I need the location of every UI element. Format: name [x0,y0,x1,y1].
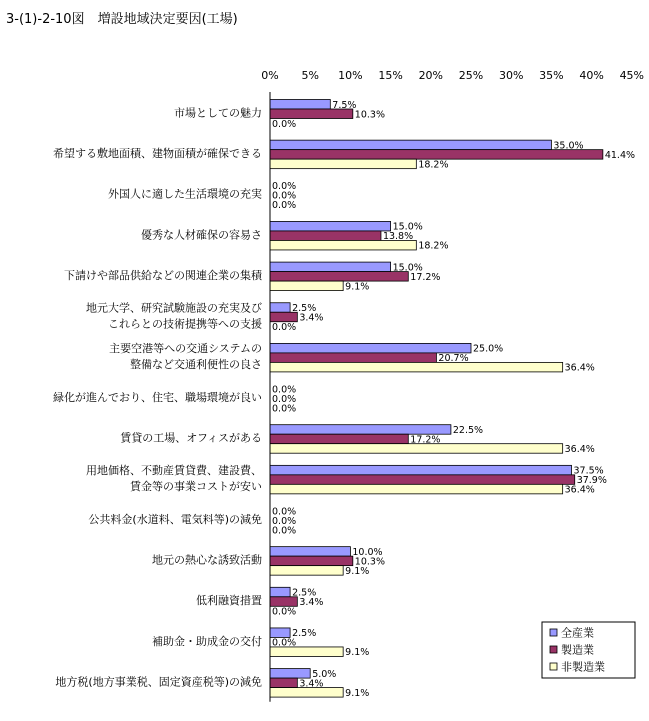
bar-manufacturing [270,272,408,282]
category-label [152,552,262,566]
legend-swatch [550,629,557,636]
data-label: 25.0% [473,343,504,355]
bar-all-industries [270,628,290,638]
data-label: 36.4% [564,362,595,374]
data-label: 0.0% [272,190,297,202]
category-label [64,268,263,282]
data-label: 18.2% [418,240,449,252]
data-label: 9.1% [345,647,370,659]
x-tick-label: 35% [539,69,564,82]
bar-all-industries [270,343,471,353]
bar-non-manufacturing [270,159,416,169]
category-label-line: 低利融資措置 [196,594,262,608]
data-label: 20.7% [438,353,469,365]
data-label: 9.1% [345,565,370,577]
data-label: 41.4% [604,149,636,161]
category-label [86,301,262,331]
category-label-line: 補助金・助成金の交付 [152,634,262,648]
x-axis-ticks [261,69,644,82]
bar-manufacturing [270,434,408,444]
bar-all-industries [270,100,330,110]
category-label [88,512,262,526]
category-label-line: 地方税(地方事業税、固定資産税等)の減免 [55,675,262,689]
category-labels [53,105,263,688]
category-label-line: 主要空港等への交通システムの [109,342,262,356]
category-label-line: 地元の熱心な誘致活動 [152,553,262,567]
data-label: 17.2% [410,434,441,446]
x-tick-label: 40% [579,69,604,82]
bar-manufacturing [270,353,436,363]
bar-all-industries [270,303,290,313]
category-label [53,146,262,160]
bar-all-industries [270,140,551,150]
data-label: 15.0% [392,221,423,233]
bar-all-industries [270,262,391,272]
data-label: 15.0% [392,262,423,274]
data-label: 3.4% [299,678,324,690]
x-tick-label: 10% [338,69,363,82]
category-label [86,463,262,493]
data-label: 5.0% [312,668,337,680]
figure-title: 3-(1)-2-10図 増設地域決定要因(工場) [6,12,238,27]
category-label [141,227,262,241]
legend-label: 非製造業 [561,660,605,674]
legend-label: 製造業 [561,643,594,657]
data-label: 10.3% [354,109,385,121]
data-label: 36.4% [564,484,595,496]
data-label: 0.0% [272,506,297,518]
category-label [53,390,262,404]
data-label: 17.2% [410,271,441,283]
category-label-line: 賃金等の事業コストが安い [130,480,262,494]
data-label: 0.0% [272,181,297,193]
category-label-line: 地元大学、研究試験施設の充実及び [86,301,262,315]
data-label: 0.0% [272,393,297,405]
bar-all-industries [270,425,451,435]
category-label-line: 緑化が進んでおり、住宅、職場環境が良い [53,390,262,404]
data-label: 2.5% [292,303,317,314]
category-label-line: 整備など交通利便性の良さ [130,358,262,372]
x-tick-label: 25% [458,69,484,82]
bar-non-manufacturing [270,484,563,494]
category-label-line: 公共料金(水道料、電気料等)の減免 [88,512,262,526]
data-label: 0.0% [272,515,297,527]
data-label: 35.0% [553,140,584,152]
category-label [55,674,262,688]
data-label: 0.0% [272,606,297,618]
data-label: 0.0% [272,637,297,649]
legend [542,622,635,678]
x-tick-label: 0% [261,69,279,82]
category-label [109,341,262,371]
x-tick-label: 30% [498,69,524,82]
legend-swatch [550,646,557,653]
data-label: 37.5% [573,465,604,477]
data-label: 9.1% [345,281,370,293]
legend-label: 全産業 [561,626,594,640]
x-tick-label: 15% [378,69,403,82]
x-tick-label: 5% [301,69,319,82]
data-label: 3.4% [299,597,324,609]
legend-swatch [550,663,557,670]
bar-all-industries [270,587,290,597]
data-label: 2.5% [292,587,317,599]
data-label: 0.0% [272,384,297,396]
category-label-line: 用地価格、不動産賃貸費、建設費、 [86,464,262,478]
data-label: 0.0% [272,118,297,130]
data-label: 37.9% [576,475,607,487]
bar-all-industries [270,221,391,231]
x-tick-label: 20% [418,69,444,82]
bar-all-industries [270,547,350,557]
category-label [108,187,262,201]
data-label: 22.5% [452,424,484,436]
bar-all-industries [270,669,310,679]
data-label: 0.0% [272,200,297,212]
category-label-line: これらとの技術提携等への支援 [108,317,262,331]
bar-manufacturing [270,678,297,688]
bar-manufacturing [270,231,381,241]
bar-non-manufacturing [270,281,343,291]
data-label: 7.5% [332,99,357,111]
data-label: 9.1% [345,687,370,699]
data-label: 36.4% [564,443,595,455]
data-label: 13.8% [382,231,414,243]
bar-non-manufacturing [270,566,343,576]
category-label-line: 優秀な人材確保の容易さ [141,228,262,242]
bar-all-industries [270,465,572,475]
data-label: 3.4% [299,312,324,324]
category-label-line: 賃貸の工場、オフィスがある [120,431,262,445]
bar-manufacturing [270,475,575,485]
data-label: 10.3% [354,556,385,568]
data-label: 2.5% [292,628,317,640]
data-label: 0.0% [272,525,297,537]
category-label [174,105,262,119]
data-label: 10.0% [352,546,383,558]
category-label [120,431,262,445]
category-label-line: 希望する敷地面積、建物面積が確保できる [53,146,262,160]
category-label [152,634,262,648]
data-label: 0.0% [272,322,297,333]
bar-non-manufacturing [270,362,563,372]
category-label-line: 市場としての魅力 [174,106,262,120]
value-labels [272,100,635,699]
data-label: 18.2% [418,159,449,171]
category-label-line: 下請けや部品供給などの関連企業の集積 [64,268,262,282]
x-tick-label: 45% [619,69,645,82]
category-label [196,593,262,607]
data-label: 0.0% [272,403,297,415]
bar-manufacturing [270,556,353,566]
category-label-line: 外国人に適した生活環境の充実 [108,187,262,201]
